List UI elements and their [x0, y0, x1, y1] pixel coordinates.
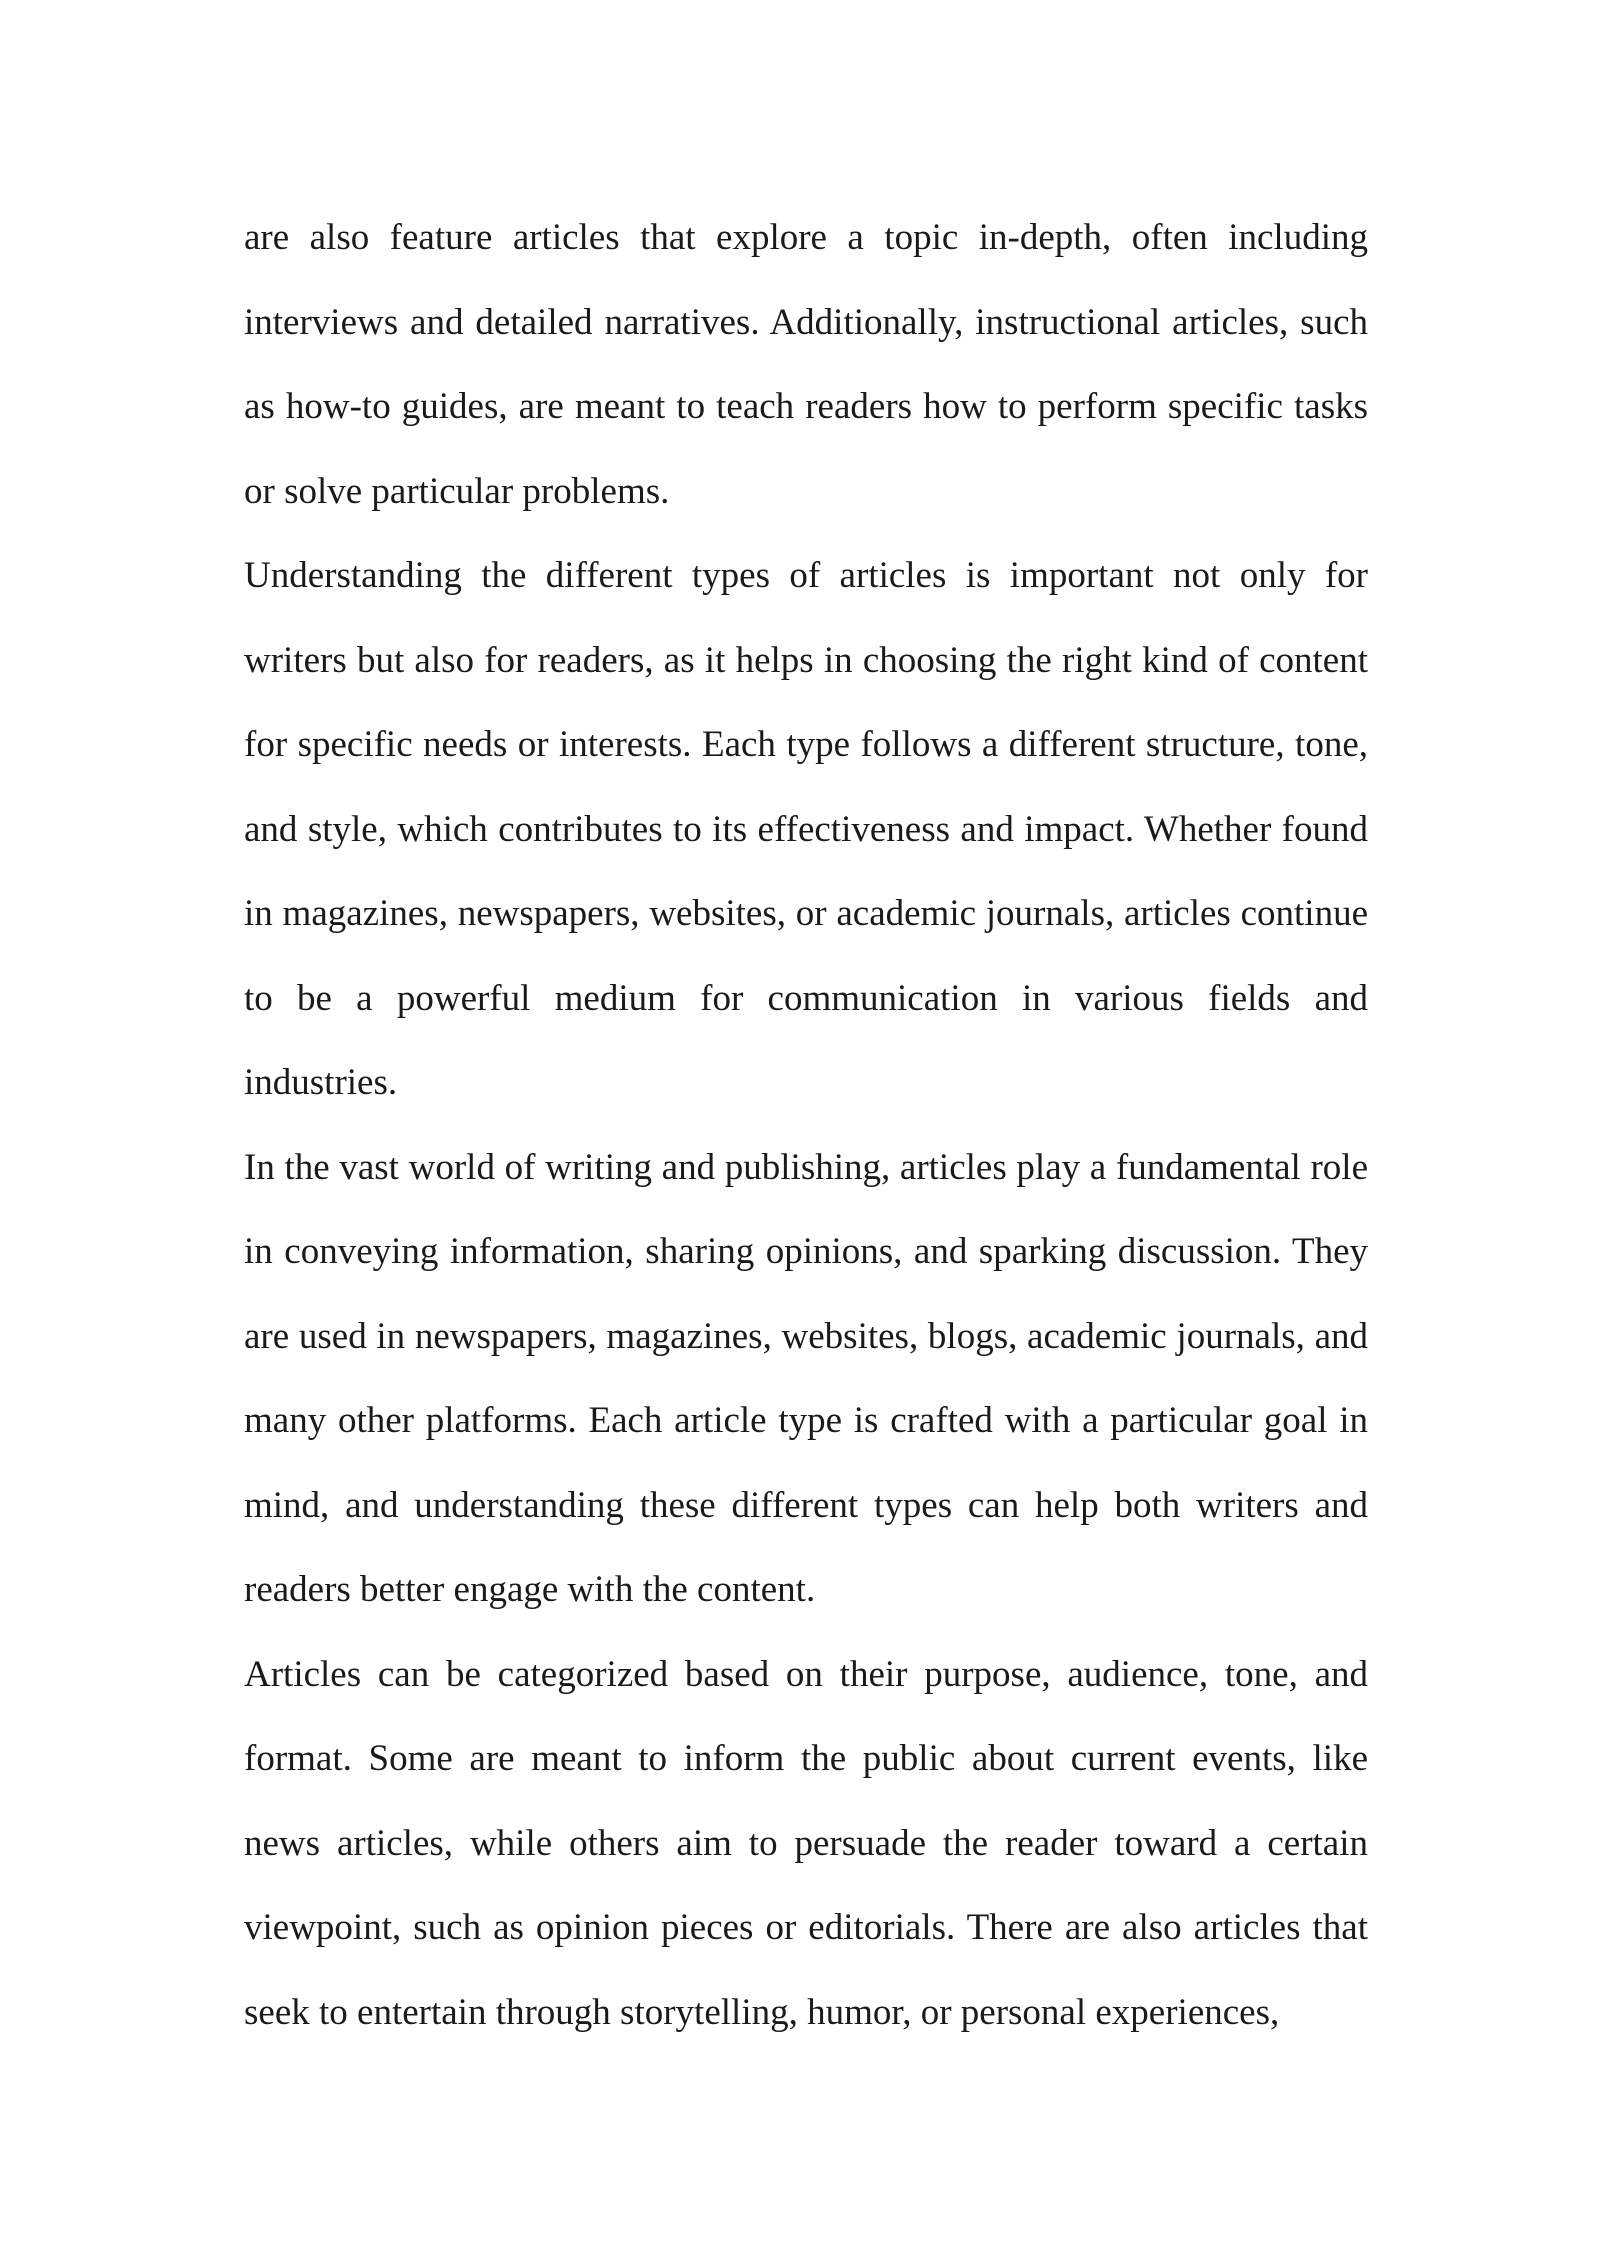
paragraph-3: In the vast world of writing and publishing, articles play a fundamental role in conveying information, sharing opinions, and sparking discussion. They are used in newspapers, magazines, websites, blogs, academic journals, and many other platforms. Each article type is crafted with a particular goal in mind, and understanding these different types can help both writers and readers better engage with the content.: [244, 1146, 1368, 1610]
body-text: [244, 196, 1368, 2055]
paragraph-4: Articles can be categorized based on their purpose, audience, tone, and format. Some are meant to inform the public about current events, like news articles, while others aim to persuade the reader toward a certain viewpoint, such as opinion pieces or editorials. There are also articles that seek to entertain through storytelling, humor, or personal experiences,: [244, 1653, 1368, 2033]
paragraph-1: are also feature articles that explore a topic in-depth, often including interviews and detailed narratives. Additionally, instructional articles, such as how-to guides, are meant to teach readers how to perform specific tasks or solve particular problems.: [244, 217, 1368, 512]
paragraph-2: Understanding the different types of articles is important not only for writers but also for readers, as it helps in choosing the right kind of content for specific needs or interests. Each type follows a different structure, tone, and style, which contributes to its effectiveness and impact. Whether found in magazines, newspapers, websites, or academic journals, articles continue to be a powerful medium for communication in various fields and industries.: [244, 555, 1368, 1103]
